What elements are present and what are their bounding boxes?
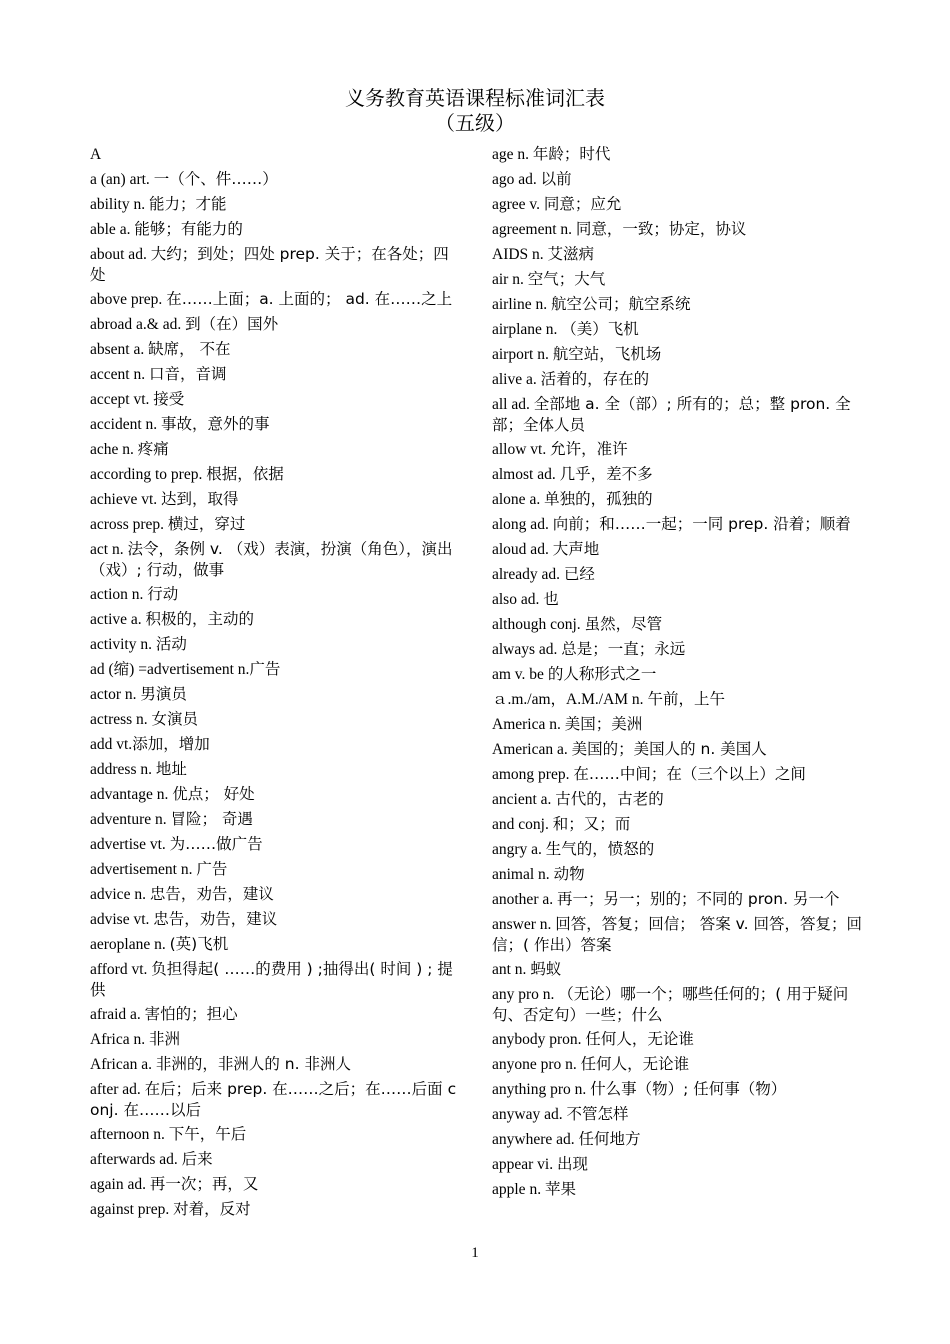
- entry-word: accident n.: [90, 416, 162, 433]
- entry-definition: 法令，条例 v. （戏）表演，扮演（角色），演出（戏）; 行动，做事: [90, 540, 453, 579]
- entry-word: address n.: [90, 761, 156, 778]
- entry-word: after ad.: [90, 1081, 145, 1098]
- vocabulary-entry: [90, 734, 462, 755]
- entry-definition: 回答，答复；回信； 答案 v. 回答，答复；回信；( 作出）答案: [492, 915, 862, 954]
- entry-word: apple n.: [492, 1181, 545, 1198]
- entry-definition: 任何地方: [578, 1130, 641, 1148]
- entry-definition: 横过，穿过: [167, 515, 246, 533]
- vocabulary-entry: [492, 984, 864, 1025]
- entry-word: answer n.: [492, 916, 556, 933]
- entry-word: A: [90, 146, 102, 163]
- vocabulary-entry: [492, 244, 864, 265]
- vocabulary-entry: [492, 194, 864, 215]
- entry-definition: 动物: [553, 865, 585, 883]
- entry-definition: 行动: [147, 585, 179, 603]
- vocabulary-entry: [90, 1124, 462, 1145]
- entry-word: advertise vt.: [90, 836, 170, 853]
- entry-definition: 已经: [563, 565, 595, 583]
- entry-definition: 美国的；美国人的 n. 美国人: [571, 740, 767, 758]
- entry-definition: （美）飞机: [561, 320, 639, 338]
- entry-definition: 什么事（物）; 任何事（物）: [590, 1080, 787, 1098]
- entry-word: accept vt.: [90, 391, 154, 408]
- entry-definition: 活着的，存在的: [540, 370, 650, 388]
- entry-definition: 缺席， 不在: [148, 340, 231, 358]
- entry-word: advertisement n.: [90, 861, 197, 878]
- entry-definition: 后来: [181, 1150, 213, 1168]
- entry-definition: 忠告，劝告，建议: [149, 885, 274, 903]
- vocabulary-entry: [90, 194, 462, 215]
- entry-definition: 负担得起( ……的费用 ) ;抽得出( 时间 ) ; 提供: [90, 960, 453, 999]
- entry-definition: 古代的，古老的: [555, 790, 664, 808]
- vocabulary-entry: [492, 394, 864, 435]
- entry-definition: 疼痛: [137, 440, 169, 458]
- vocabulary-entry: [90, 439, 462, 460]
- entry-definition: 事故，意外的事: [161, 415, 270, 433]
- vocabulary-entry: [90, 144, 462, 165]
- entry-word: actress n.: [90, 711, 152, 728]
- vocabulary-entry: [492, 689, 864, 710]
- entry-word: against prep.: [90, 1201, 174, 1218]
- entry-word: according to prep.: [90, 466, 207, 483]
- entry-word: angry a.: [492, 841, 546, 858]
- entry-word: advise vt.: [90, 911, 154, 928]
- entry-word: accent n.: [90, 366, 149, 383]
- entry-word: aeroplane n.: [90, 936, 170, 953]
- entry-word: afraid a.: [90, 1006, 145, 1023]
- entry-word: agree v.: [492, 196, 544, 213]
- entry-word: ability n.: [90, 196, 149, 213]
- entry-word: always ad.: [492, 641, 562, 658]
- entry-definition: 也: [543, 590, 559, 608]
- vocabulary-entry: [90, 389, 462, 410]
- entry-definition: 任何人，无论谁: [585, 1030, 694, 1048]
- vocabulary-entry: [492, 319, 864, 340]
- entry-definition: 在后；后来 prep. 在……之后；在……后面 conj. 在……以后: [90, 1080, 457, 1119]
- entry-word: ad (缩) =advertisement n.: [90, 661, 250, 678]
- entry-definition: 再一；另一；别的；不同的 pron. 另一个: [556, 890, 840, 908]
- vocabulary-entry: [90, 289, 462, 310]
- document-subtitle: （五级）: [435, 111, 515, 135]
- entry-word: activity n.: [90, 636, 156, 653]
- entry-definition: 地址: [155, 760, 187, 778]
- entry-word: alone a.: [492, 491, 545, 508]
- entry-definition: 根据，依据: [206, 465, 284, 483]
- vocabulary-entry: [492, 864, 864, 885]
- entry-word: anyone pro n.: [492, 1056, 581, 1073]
- entry-definition: 虽然，尽管: [584, 615, 663, 633]
- vocabulary-entry: [90, 489, 462, 510]
- vocabulary-entry: [492, 144, 864, 165]
- entry-word: air n.: [492, 271, 528, 288]
- entry-word: anybody pron.: [492, 1031, 586, 1048]
- vocabulary-entry: [90, 219, 462, 240]
- vocabulary-column-right: [492, 144, 864, 1204]
- vocabulary-entry: [90, 539, 462, 580]
- vocabulary-entry: [90, 634, 462, 655]
- entry-definition: 非洲: [148, 1030, 180, 1048]
- entry-definition: 在……上面；a. 上面的； ad. 在……之上: [166, 290, 453, 308]
- vocabulary-entry: [90, 1199, 462, 1220]
- entry-definition: 活动: [155, 635, 187, 653]
- vocabulary-entry: [90, 784, 462, 805]
- entry-definition: 苹果: [544, 1180, 576, 1198]
- vocabulary-entry: [492, 1129, 864, 1150]
- entry-word: AIDS n.: [492, 246, 548, 263]
- vocabulary-entry: [90, 809, 462, 830]
- entry-definition: 航空公司；航空系统: [550, 295, 691, 313]
- entry-word: add vt.: [90, 736, 133, 753]
- vocabulary-entry: [90, 1054, 462, 1075]
- entry-definition: 午前，上午: [647, 690, 725, 708]
- entry-definition: 不管怎样: [566, 1105, 629, 1123]
- entry-definition: 对着，反对: [173, 1200, 251, 1218]
- vocabulary-entry: [492, 1179, 864, 1200]
- vocabulary-entry: [492, 1104, 864, 1125]
- vocabulary-entry: [492, 839, 864, 860]
- entry-definition: 任何人，无论谁: [580, 1055, 690, 1073]
- entry-definition: 非洲的，非洲人的 n. 非洲人: [155, 1055, 351, 1073]
- vocabulary-entry: [90, 684, 462, 705]
- entry-definition: 同意；应允: [543, 195, 622, 213]
- entry-word: airline n.: [492, 296, 551, 313]
- entry-word: above prep.: [90, 291, 167, 308]
- vocabulary-entry: [492, 169, 864, 190]
- entry-definition: 男演员: [140, 685, 187, 703]
- entry-word: act n.: [90, 541, 128, 558]
- entry-word: across prep.: [90, 516, 168, 533]
- entry-word: able a.: [90, 221, 135, 238]
- entry-word: afterwards ad.: [90, 1151, 182, 1168]
- entry-definition: 一（个、件……）: [153, 170, 278, 188]
- entry-definition: 的人称形式之一: [547, 665, 657, 683]
- entry-definition: 为……做广告: [169, 835, 263, 853]
- entry-definition: 总是；一直；永远: [561, 640, 686, 658]
- vocabulary-entry: [90, 759, 462, 780]
- vocabulary-entry: [90, 244, 462, 285]
- entry-word: adventure n.: [90, 811, 171, 828]
- vocabulary-entry: [492, 539, 864, 560]
- vocabulary-entry: [492, 1029, 864, 1050]
- vocabulary-entry: [492, 489, 864, 510]
- entry-definition: 达到，取得: [161, 490, 239, 508]
- entry-word: action n.: [90, 586, 148, 603]
- entry-word: aloud ad.: [492, 541, 553, 558]
- vocabulary-entry: [90, 934, 462, 955]
- document-title: 义务教育英语课程标准词汇表: [345, 86, 605, 110]
- entry-word: animal n.: [492, 866, 554, 883]
- entry-word: advice n.: [90, 886, 150, 903]
- vocabulary-entry: [492, 959, 864, 980]
- entry-definition: 生气的，愤怒的: [545, 840, 655, 858]
- entry-word: ago ad.: [492, 171, 541, 188]
- entry-definition: 下午，午后: [168, 1125, 247, 1143]
- entry-definition: 积极的，主动的: [145, 610, 255, 628]
- vocabulary-entry: [90, 1149, 462, 1170]
- entry-word: all ad.: [492, 396, 534, 413]
- entry-word: agreement n.: [492, 221, 576, 238]
- entry-definition: 优点； 好处: [172, 785, 255, 803]
- entry-word: American a.: [492, 741, 572, 758]
- vocabulary-entry: [492, 739, 864, 760]
- entry-definition: 到（在）国外: [185, 315, 279, 333]
- entry-definition: 艾滋病: [547, 245, 595, 263]
- entry-definition: 同意，一致；协定，协议: [575, 220, 747, 238]
- vocabulary-entry: [90, 884, 462, 905]
- entry-word: although conj.: [492, 616, 585, 633]
- vocabulary-entry: [90, 514, 462, 535]
- vocabulary-entry: [492, 1079, 864, 1100]
- entry-word: abroad a.& ad.: [90, 316, 186, 333]
- entry-word: any pro n.: [492, 986, 559, 1003]
- entry-word: a (an) art.: [90, 171, 154, 188]
- vocabulary-entry: [90, 709, 462, 730]
- entry-word: along ad.: [492, 516, 553, 533]
- entry-word: am v. be: [492, 666, 548, 683]
- entry-word: allow vt.: [492, 441, 551, 458]
- entry-word: advantage n.: [90, 786, 173, 803]
- vocabulary-entry: [90, 859, 462, 880]
- vocabulary-entry: [492, 344, 864, 365]
- entry-word: African a.: [90, 1056, 156, 1073]
- entry-definition: 几乎，差不多: [559, 465, 653, 483]
- entry-word: actor n.: [90, 686, 141, 703]
- entry-definition: 大声地: [552, 540, 600, 558]
- entry-definition: 口音，音调: [148, 365, 227, 383]
- vocabulary-entry: [492, 789, 864, 810]
- vocabulary-entry: [492, 439, 864, 460]
- entry-word: another a.: [492, 891, 557, 908]
- entry-definition: 广告: [249, 660, 281, 678]
- entry-word: ant n.: [492, 961, 531, 978]
- entry-definition: 害怕的；担心: [144, 1005, 238, 1023]
- entry-word: Africa n.: [90, 1031, 149, 1048]
- vocabulary-entry: [492, 614, 864, 635]
- entry-definition: 再一次；再，又: [149, 1175, 259, 1193]
- entry-word: almost ad.: [492, 466, 560, 483]
- entry-definition: 蚂蚁: [530, 960, 562, 978]
- entry-definition: 航空站，飞机场: [552, 345, 662, 363]
- vocabulary-entry: [492, 1054, 864, 1075]
- vocabulary-entry: [90, 659, 462, 680]
- entry-definition: 空气；大气: [527, 270, 606, 288]
- entry-definition: 忠告，劝告，建议: [153, 910, 278, 928]
- entry-word: ache n.: [90, 441, 138, 458]
- vocabulary-entry: [90, 959, 462, 1000]
- entry-word: achieve vt.: [90, 491, 162, 508]
- entry-word: anywhere ad.: [492, 1131, 579, 1148]
- vocabulary-entry: [90, 314, 462, 335]
- entry-definition: 接受: [153, 390, 185, 408]
- vocabulary-entry: [492, 664, 864, 685]
- entry-definition: 能够；有能力的: [134, 220, 243, 238]
- entry-word: afford vt.: [90, 961, 152, 978]
- vocabulary-entry: [90, 609, 462, 630]
- entry-word: alive a.: [492, 371, 541, 388]
- entry-word: appear vi.: [492, 1156, 557, 1173]
- vocabulary-entry: [492, 514, 864, 535]
- entry-word: about ad.: [90, 246, 151, 263]
- vocabulary-entry: [492, 714, 864, 735]
- entry-definition: 全部地 a. 全（部）; 所有的；总；整 pron. 全部；全体人员: [492, 395, 851, 434]
- entry-definition: 美国；美洲: [564, 715, 643, 733]
- vocabulary-entry: [90, 364, 462, 385]
- vocabulary-entry: [90, 414, 462, 435]
- vocabulary-entry: [492, 889, 864, 910]
- entry-definition: 女演员: [151, 710, 199, 728]
- vocabulary-entry: [492, 464, 864, 485]
- vocabulary-entry: [492, 814, 864, 835]
- entry-definition: 出现: [556, 1155, 588, 1173]
- entry-definition: 允许，准许: [550, 440, 628, 458]
- entry-definition: 和；又；而: [552, 815, 631, 833]
- vocabulary-entry: [492, 639, 864, 660]
- entry-definition: （无论）哪一个；哪些任何的；( 用于疑问句、否定句）一些；什么: [492, 985, 849, 1024]
- vocabulary-entry: [492, 294, 864, 315]
- entry-word: ａ.m./am，A.M./AM n.: [492, 691, 648, 708]
- entry-definition: (英)飞机: [169, 935, 229, 953]
- vocabulary-entry: [492, 914, 864, 955]
- page-number: 1: [471, 1245, 479, 1261]
- entry-definition: 单独的，孤独的: [544, 490, 653, 508]
- entry-definition: 添加，增加: [132, 735, 210, 753]
- vocabulary-entry: [492, 764, 864, 785]
- vocabulary-entry: [90, 1174, 462, 1195]
- vocabulary-entry: [90, 834, 462, 855]
- entry-word: ancient a.: [492, 791, 556, 808]
- vocabulary-entry: [492, 589, 864, 610]
- entry-definition: 冒险； 奇遇: [170, 810, 253, 828]
- vocabulary-entry: [492, 1154, 864, 1175]
- entry-definition: 以前: [540, 170, 572, 188]
- entry-definition: 在……中间；在（三个以上）之间: [573, 765, 806, 783]
- entry-word: again ad.: [90, 1176, 150, 1193]
- entry-word: age n.: [492, 146, 533, 163]
- entry-definition: 向前；和……一起；一同 prep. 沿着；顺着: [552, 515, 851, 533]
- entry-definition: 年龄；时代: [532, 145, 611, 163]
- entry-word: airport n.: [492, 346, 553, 363]
- entry-word: active a.: [90, 611, 146, 628]
- vocabulary-entry: [90, 169, 462, 190]
- entry-definition: 大约；到处；四处 prep. 关于；在各处；四处: [90, 245, 449, 284]
- entry-word: among prep.: [492, 766, 574, 783]
- vocabulary-entry: [90, 339, 462, 360]
- vocabulary-entry: [90, 1029, 462, 1050]
- entry-definition: 能力；才能: [148, 195, 227, 213]
- entry-word: already ad.: [492, 566, 564, 583]
- entry-definition: 广告: [196, 860, 228, 878]
- vocabulary-entry: [90, 1004, 462, 1025]
- entry-word: anything pro n.: [492, 1081, 591, 1098]
- vocabulary-entry: [492, 564, 864, 585]
- vocabulary-entry: [492, 369, 864, 390]
- entry-word: America n.: [492, 716, 565, 733]
- entry-word: also ad.: [492, 591, 544, 608]
- vocabulary-entry: [90, 1079, 462, 1120]
- vocabulary-entry: [90, 584, 462, 605]
- vocabulary-entry: [492, 219, 864, 240]
- vocabulary-entry: [90, 909, 462, 930]
- entry-word: afternoon n.: [90, 1126, 169, 1143]
- entry-word: and conj.: [492, 816, 553, 833]
- vocabulary-entry: [492, 269, 864, 290]
- entry-word: airplane n.: [492, 321, 562, 338]
- entry-word: anyway ad.: [492, 1106, 567, 1123]
- entry-word: absent a.: [90, 341, 149, 358]
- vocabulary-column-left: [90, 144, 462, 1224]
- vocabulary-entry: [90, 464, 462, 485]
